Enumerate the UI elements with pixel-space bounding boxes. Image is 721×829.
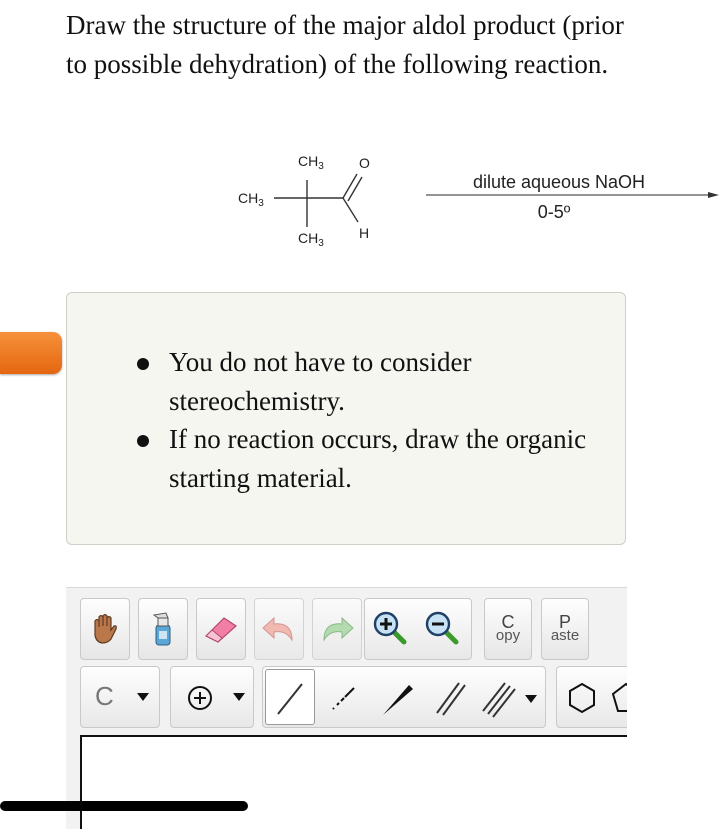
bond-tools-group bbox=[262, 666, 546, 728]
chevron-down-icon bbox=[137, 693, 149, 701]
erase-all-button[interactable] bbox=[138, 598, 188, 660]
hand-tool-button[interactable] bbox=[80, 598, 130, 660]
plus-circle-icon bbox=[185, 683, 215, 713]
eraser-button[interactable] bbox=[196, 598, 246, 660]
redo-button[interactable] bbox=[312, 598, 362, 660]
ch3-left-label: $CH_3$ bbox=[238, 190, 264, 209]
drawing-canvas[interactable] bbox=[80, 735, 627, 829]
oxygen-label: O bbox=[359, 155, 370, 171]
copy-button[interactable]: C opy bbox=[484, 598, 532, 660]
ch3-top-label: $CH_3$ bbox=[298, 153, 324, 172]
bullet-icon bbox=[137, 358, 149, 370]
bond-ch bbox=[343, 198, 358, 222]
undo-arrow-icon bbox=[260, 614, 298, 644]
double-bond-icon bbox=[427, 669, 477, 725]
hydrogen-label: H bbox=[359, 225, 370, 241]
charge-selector[interactable] bbox=[170, 666, 254, 728]
paste-button[interactable]: P aste bbox=[541, 598, 589, 660]
double-bond-button[interactable] bbox=[427, 669, 477, 725]
hint-list bbox=[137, 343, 607, 497]
question-text: Draw the structure of the major aldol product (prior to possible dehydration) of the following reaction. bbox=[66, 10, 624, 79]
triple-bond-button[interactable] bbox=[477, 669, 543, 725]
reaction-arrow-head bbox=[708, 192, 719, 198]
structure-editor bbox=[66, 587, 627, 829]
side-tab-button[interactable] bbox=[0, 332, 62, 374]
triple-bond-icon bbox=[477, 669, 523, 725]
zoom-in-button[interactable] bbox=[366, 600, 416, 658]
hashed-wedge-icon bbox=[319, 669, 369, 725]
chevron-down-icon bbox=[233, 693, 245, 701]
bond-co-2 bbox=[348, 177, 362, 201]
bullet-icon bbox=[137, 435, 149, 447]
bond-co-1 bbox=[343, 174, 357, 198]
ring-tools-group bbox=[556, 666, 627, 728]
wedge-bond-button[interactable] bbox=[373, 669, 423, 725]
zoom-out-icon bbox=[423, 609, 463, 649]
element-label: C bbox=[95, 681, 114, 711]
bottom-indicator-bar bbox=[0, 801, 248, 811]
single-bond-button[interactable] bbox=[265, 669, 315, 725]
zoom-out-button[interactable] bbox=[418, 600, 468, 658]
hint-item: If no reaction occurs, draw the organic starting material. bbox=[137, 420, 607, 497]
wedge-bond-icon bbox=[373, 669, 423, 725]
chevron-down-icon bbox=[525, 695, 537, 703]
ch3-bottom-label: $CH_3$ bbox=[298, 230, 324, 249]
hint-box bbox=[66, 292, 626, 545]
spray-bottle-icon bbox=[146, 609, 180, 649]
hint-item: You do not have to consider stereochemistry. bbox=[137, 343, 607, 420]
reaction-scheme bbox=[230, 146, 721, 256]
redo-arrow-icon bbox=[318, 614, 356, 644]
hand-icon bbox=[87, 611, 123, 647]
hashed-wedge-button[interactable] bbox=[319, 669, 369, 725]
conditions-bottom: 0-5º bbox=[537, 202, 571, 222]
element-selector[interactable] bbox=[80, 666, 160, 728]
pentagon-ring-icon[interactable] bbox=[609, 681, 627, 715]
single-bond-icon bbox=[266, 670, 316, 726]
undo-button[interactable] bbox=[254, 598, 304, 660]
zoom-in-icon bbox=[371, 609, 411, 649]
hexagon-ring-icon[interactable] bbox=[565, 681, 599, 715]
conditions-top: dilute aqueous NaOH bbox=[472, 172, 646, 192]
eraser-icon bbox=[202, 614, 240, 644]
